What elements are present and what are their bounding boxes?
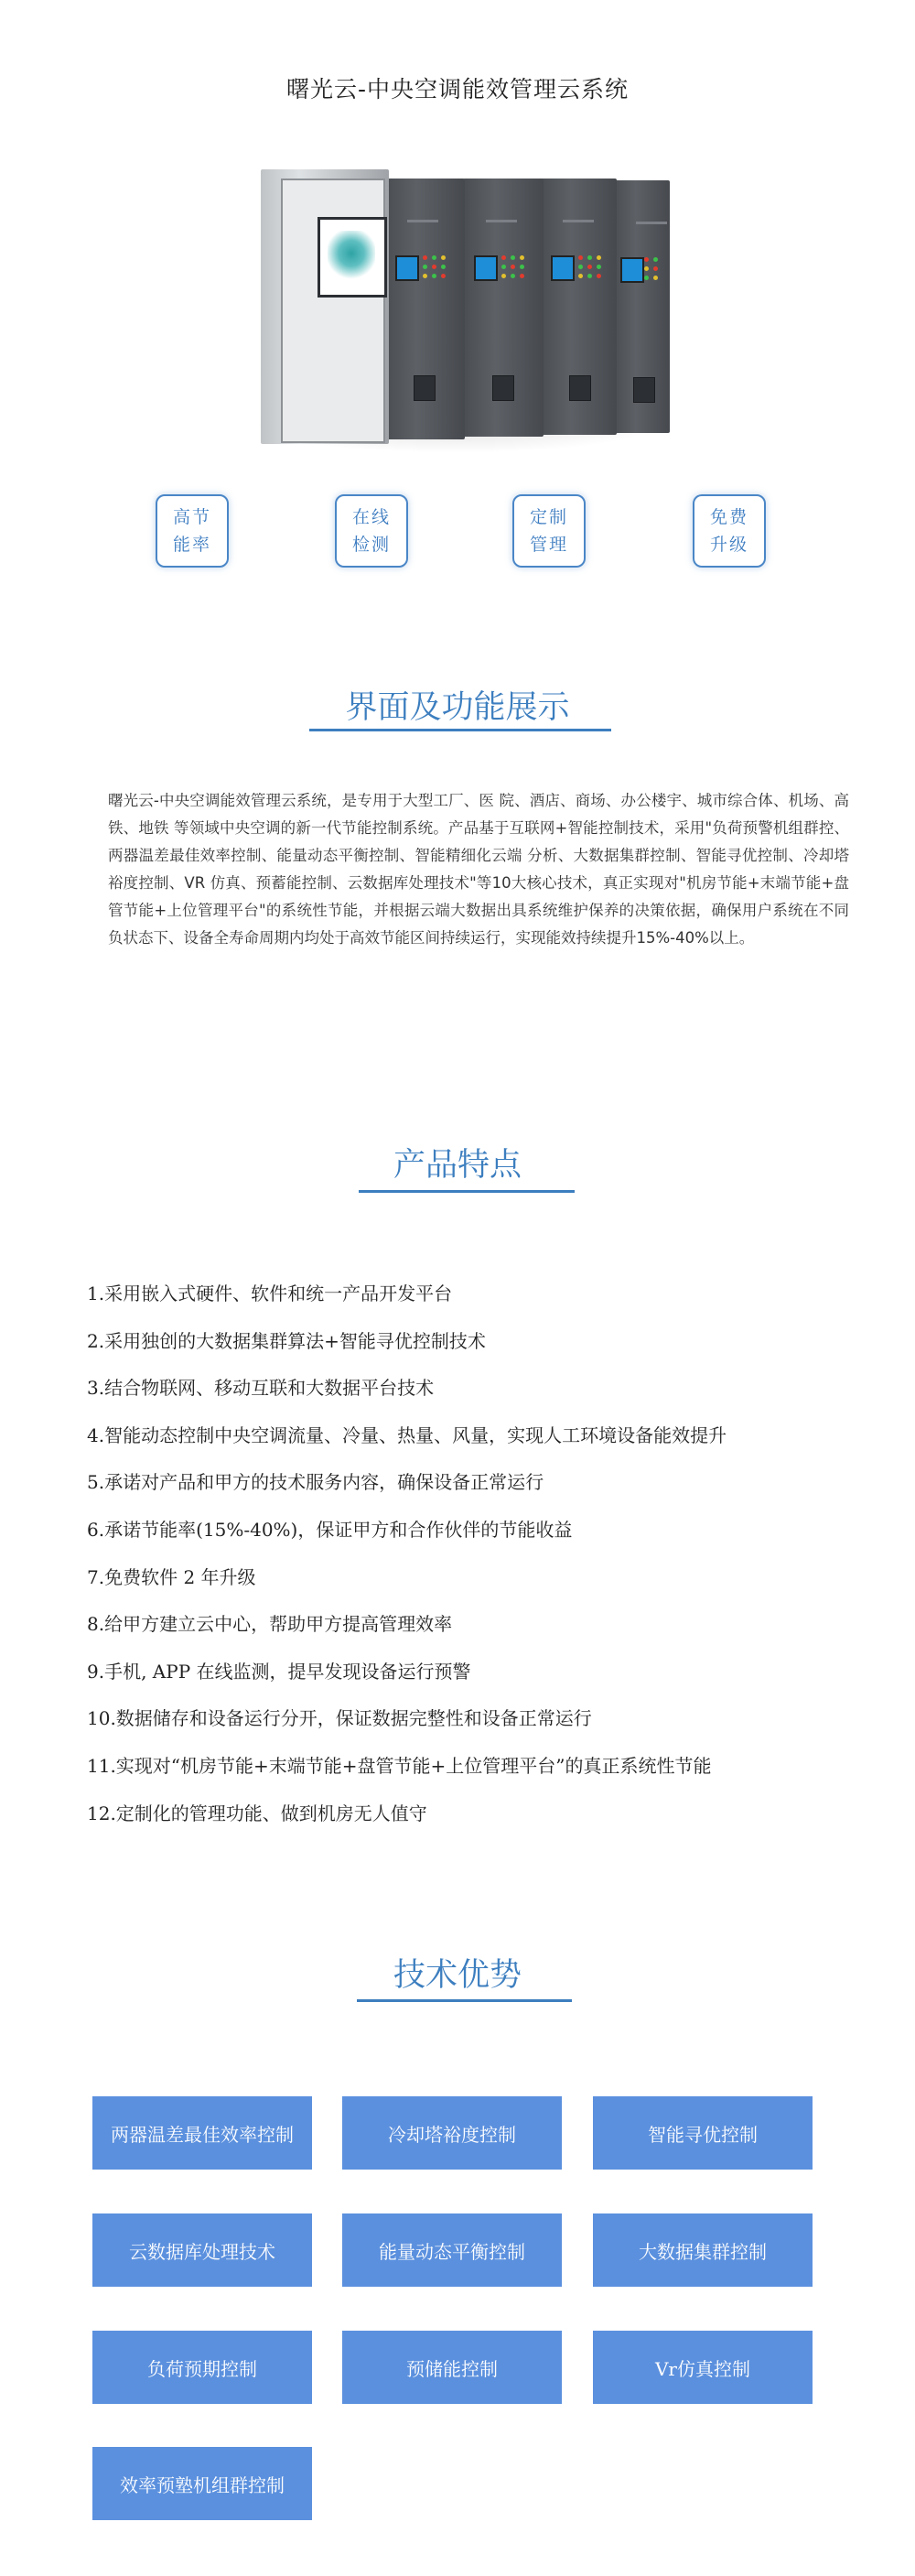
badge-line: 检测 [351, 535, 391, 555]
feature-item: 2.采用独创的大数据集群算法+智能寻优控制技术 [87, 1329, 486, 1352]
cabinet-unit [540, 179, 617, 435]
tech-tile: 效率预塾机组群控制 [92, 2447, 312, 2520]
page-title: 曙光云-中央空调能效管理云系统 [285, 76, 630, 103]
feature-item: 10.数据储存和设备运行分开，保证数据完整性和设备正常运行 [87, 1707, 592, 1730]
section-title-interface: 界面及功能展示 [345, 689, 570, 726]
feature-item: 4.智能动态控制中央空调流量、冷量、热量、风量，实现人工环境设备能效提升 [87, 1423, 727, 1446]
tech-tile: Vr仿真控制 [593, 2331, 813, 2404]
feature-item: 6.承诺节能率(15%-40%)，保证甲方和合作伙伴的节能收益 [87, 1518, 573, 1541]
feature-item: 8.给甲方建立云中心，帮助甲方提高管理效率 [87, 1613, 453, 1636]
section-title-features: 产品特点 [393, 1147, 522, 1184]
feature-list [87, 1280, 874, 1846]
feature-item: 3.结合物联网、移动互联和大数据平台技术 [87, 1377, 435, 1400]
feature-item: 11.实现对“机房节能+末端节能+盘管节能+上位管理平台”的真正系统性节能 [87, 1754, 712, 1777]
badge-line: 在线 [351, 507, 391, 527]
section-title-tech: 技术优势 [393, 1957, 522, 1994]
tech-tile: 智能寻优控制 [593, 2096, 813, 2170]
cabinet-unit [463, 179, 544, 437]
feature-item: 7.免费软件 2 年升级 [87, 1565, 256, 1588]
feature-item: 1.采用嵌入式硬件、软件和统一产品开发平台 [87, 1283, 453, 1304]
section-underline [357, 1999, 572, 2002]
badge-online-monitoring [335, 494, 408, 568]
badge-custom-management [512, 494, 586, 568]
tech-tile: 预储能控制 [342, 2331, 562, 2404]
tech-tile: 大数据集群控制 [593, 2213, 813, 2287]
product-image [247, 151, 668, 471]
badge-line: 能率 [172, 535, 211, 555]
feature-item: 9.手机, APP 在线监测，提早发现设备运行预警 [87, 1660, 471, 1683]
section-underline [309, 729, 611, 731]
feature-item: 5.承诺对产品和甲方的技术服务内容，确保设备正常运行 [87, 1471, 544, 1494]
tech-tile: 负荷预期控制 [92, 2331, 312, 2404]
touch-screen [318, 217, 387, 298]
cabinet-unit [384, 179, 465, 439]
feature-item: 12.定制化的管理功能、做到机房无人值守 [87, 1802, 427, 1824]
cabinet-unit [613, 180, 670, 433]
section-underline [359, 1190, 575, 1193]
tech-tile: 能量动态平衡控制 [342, 2213, 562, 2287]
badge-line: 升级 [709, 535, 748, 555]
intro-paragraph: 曙光云-中央空调能效管理云系统，是专用于大型工厂、医 院、酒店、商场、办公楼宇、城市综合体、机场、高铁、地铁 等领域中央空调的新一代节能控制系统。产品基于互联网+智能控制技术，采用"负荷预警机组群控、两器温差最佳效率控制、能量动态平衡控制、智能精细化云端 分析、大数据集群控制、智能寻优控制、冷却塔裕度控制、VR 仿真、预蓄能控制、云数据库处理技术"等10大核心技术，真正实现对"机房节能+末端节能+盘管节能+上位管理平台"的系统性节能，并根据云端大数据出具系统维护保养的决策依据，确保用户系统在不同负状态下、设备全寿命周期内均处于高效节能区间持续运行，实现能效持续提升15%-40%以上。 [108, 792, 849, 947]
badge-line: 管理 [529, 535, 568, 555]
tech-tile: 冷却塔裕度控制 [342, 2096, 562, 2170]
tech-tile: 云数据库处理技术 [92, 2213, 312, 2287]
badge-line: 高节 [172, 507, 211, 527]
tech-tile: 两器温差最佳效率控制 [92, 2096, 312, 2170]
control-cabinet [261, 169, 389, 444]
badge-line: 免费 [709, 507, 748, 527]
badge-free-upgrade [693, 494, 766, 568]
badge-line: 定制 [529, 507, 568, 527]
badge-energy-saving [156, 494, 229, 568]
